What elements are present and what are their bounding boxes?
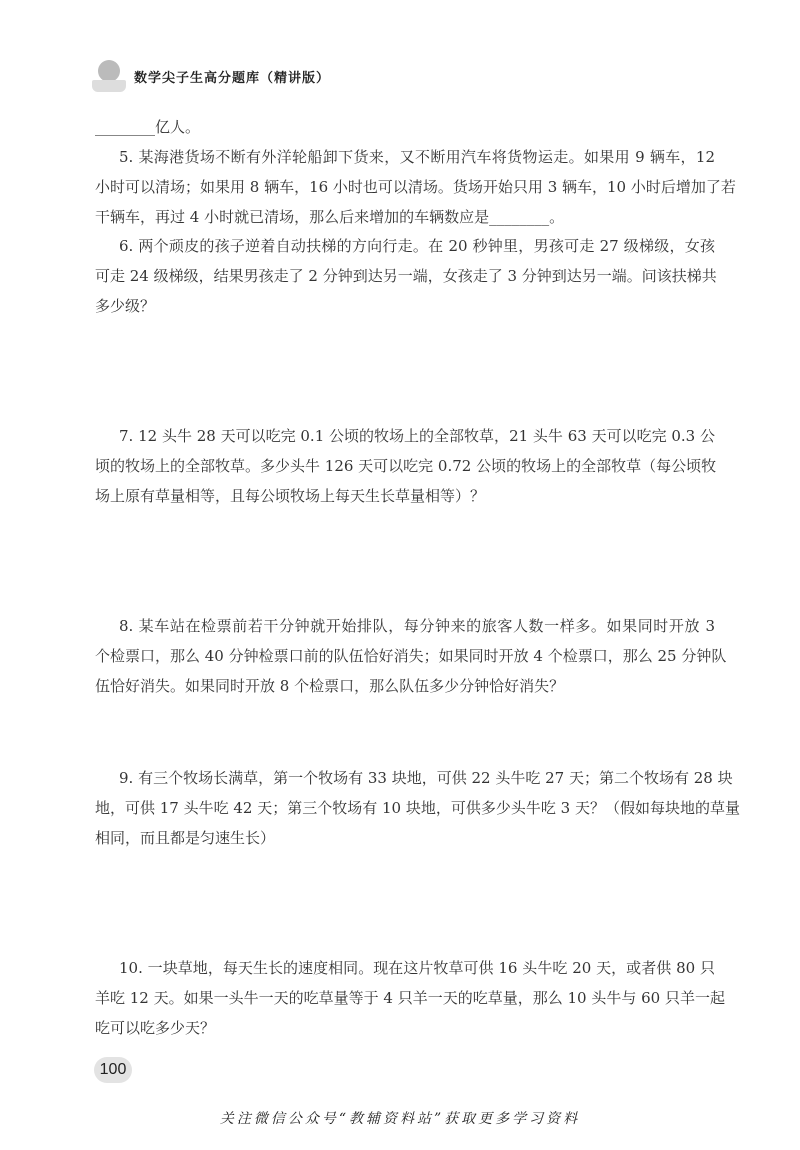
text-line: 场上原有草量相等，且每公顷牧场上每天生长草量相等）？ [95,487,486,505]
question-9 [95,763,740,853]
question-6 [95,231,715,321]
text-line: 8. 某车站在检票前若干分钟就开始排队，每分钟来的旅客人数一样多。如果同时开放 3 [119,617,715,635]
text-line: 顷的牧场上的全部牧草。多少头牛 126 天可以吃完 0.72 公顷的牧场上的全部牧草（每公顷牧 [95,457,717,475]
text-line: 个检票口，那么 40 分钟检票口前的队伍恰好消失；如果同时开放 4 个检票口，那么 25 分钟队 [95,647,727,665]
text-line: 羊吃 12 天。如果一头牛一天的吃草量等于 4 只羊一天的吃草量，那么 10 头牛与 60 只羊一起 [95,989,725,1007]
book-logo-icon [92,58,126,94]
text-line: 吃可以吃多少天？ [95,1019,216,1037]
text-line: 5. 某海港货场不断有外洋轮船卸下货来，又不断用汽车将货物运走。如果用 9 辆车，12 [119,148,715,166]
question-5 [95,142,736,232]
text-line: 7. 12 头牛 28 天可以吃完 0.1 公顷的牧场上的全部牧草，21 头牛 63 天可以吃完 0.3 公 [119,427,715,445]
text-line: 10. 一块草地，每天生长的速度相同。现在这片牧草可供 16 头牛吃 20 天，或者供 80 只 [119,959,715,977]
running-header [92,56,330,96]
text-line: 地，可供 17 头牛吃 42 天；第三个牧场有 10 块地，可供多少头牛吃 3 天？（假如每块地的草量 [95,799,740,817]
text-line: 9. 有三个牧场长满草，第一个牧场有 33 块地，可供 22 头牛吃 27 天；第二个牧场有 28 块 [119,769,733,787]
footer-note: 关注微信公众号“教辅资料站”获取更多学习资料 [219,1111,581,1127]
text-line: 6. 两个顽皮的孩子逆着自动扶梯的方向行走。在 20 秒钟里，男孩可走 27 级梯级，女孩 [119,237,715,255]
text-line: 可走 24 级梯级，结果男孩走了 2 分钟到达另一端，女孩走了 3 分钟到达另一端。问该扶梯共 [95,267,717,285]
text-line: ________亿人。 [95,118,201,136]
text-line: 多少级？ [95,297,156,315]
question-10 [95,953,725,1043]
text-line: 干辆车，再过 4 小时就已清场，那么后来增加的车辆数应是________。 [95,208,565,226]
question-7 [95,421,715,511]
page-number: 100 [94,1057,132,1083]
text-line: 伍恰好消失。如果同时开放 8 个检票口，那么队伍多少分钟恰好消失？ [95,677,565,695]
question-8 [95,611,727,701]
book-title: 数学尖子生高分题库（精讲版） [134,70,331,86]
question-4-tail [95,112,715,142]
text-line: 相同，而且都是匀速生长） [95,829,276,847]
text-line: 小时可以清场；如果用 8 辆车，16 小时也可以清场。货场开始只用 3 辆车，10 小时后增加了若 [95,178,736,196]
